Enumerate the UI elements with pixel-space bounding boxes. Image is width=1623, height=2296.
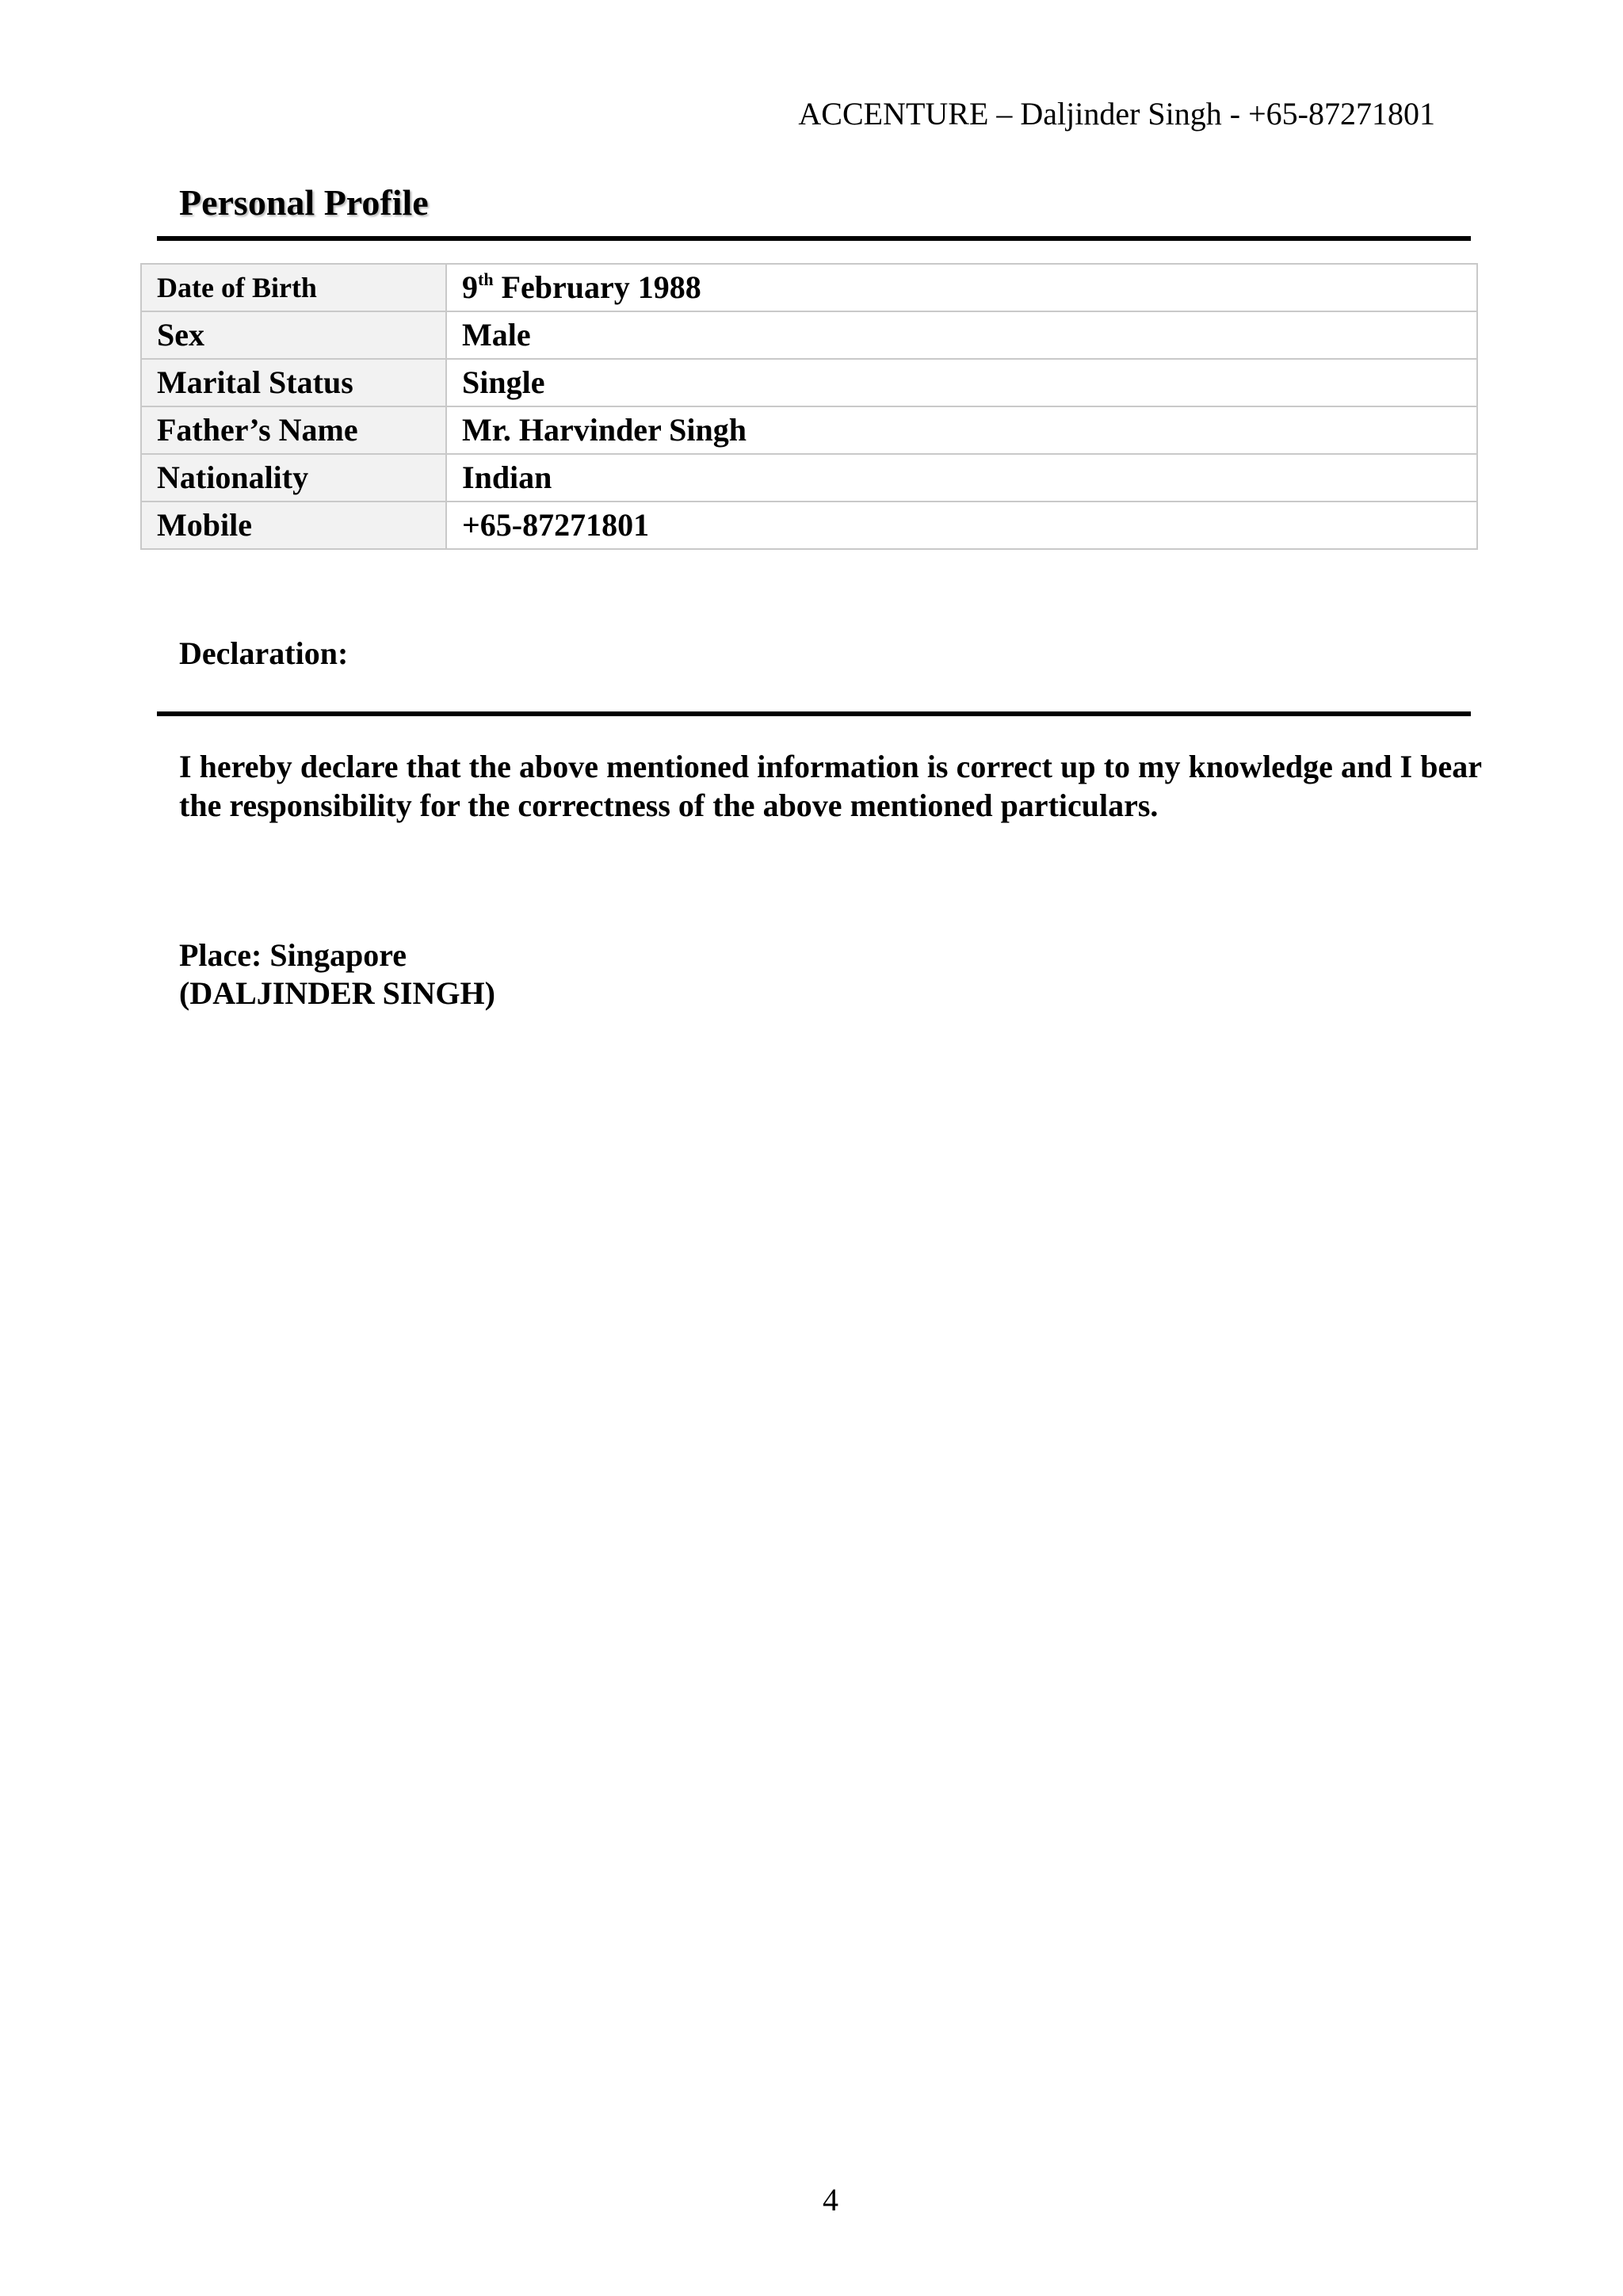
nationality-value: Indian bbox=[446, 454, 1477, 502]
dob-value bbox=[446, 264, 1477, 311]
signature-name: (DALJINDER SINGH) bbox=[179, 975, 495, 1011]
declaration-title: Declaration: bbox=[179, 635, 349, 671]
sex-label: Sex bbox=[141, 311, 446, 359]
profile-divider bbox=[157, 236, 1471, 241]
personal-profile-table bbox=[140, 263, 1478, 550]
table-row bbox=[141, 264, 1477, 311]
marital-status-value: Single bbox=[446, 359, 1477, 406]
table-row bbox=[141, 502, 1477, 549]
place-line: Place: Singapore bbox=[179, 937, 407, 973]
mobile-label: Mobile bbox=[141, 502, 446, 549]
place-signature-block bbox=[179, 936, 495, 1013]
dob-label: Date of Birth bbox=[141, 264, 446, 311]
declaration-text: I hereby declare that the above mentioned information is correct up to my knowledge and I bear the responsibility for the correctness of the above mentioned particulars. bbox=[179, 749, 1482, 823]
personal-profile-title: Personal Profile bbox=[179, 182, 429, 223]
sex-value: Male bbox=[446, 311, 1477, 359]
table-row bbox=[141, 406, 1477, 454]
marital-status-label: Marital Status bbox=[141, 359, 446, 406]
dob-month-year: February 1988 bbox=[493, 269, 701, 305]
fathers-name-value: Mr. Harvinder Singh bbox=[446, 406, 1477, 454]
table-row bbox=[141, 311, 1477, 359]
mobile-value: +65-87271801 bbox=[446, 502, 1477, 549]
nationality-label: Nationality bbox=[141, 454, 446, 502]
declaration-divider bbox=[157, 711, 1471, 716]
page-header: ACCENTURE – Daljinder Singh - +65-87271801 bbox=[798, 96, 1435, 132]
table-row bbox=[141, 359, 1477, 406]
page-number: 4 bbox=[823, 2182, 838, 2218]
dob-ordinal-suffix: th bbox=[478, 269, 494, 289]
table-row bbox=[141, 454, 1477, 502]
fathers-name-label: Father’s Name bbox=[141, 406, 446, 454]
dob-day: 9 bbox=[462, 269, 478, 305]
